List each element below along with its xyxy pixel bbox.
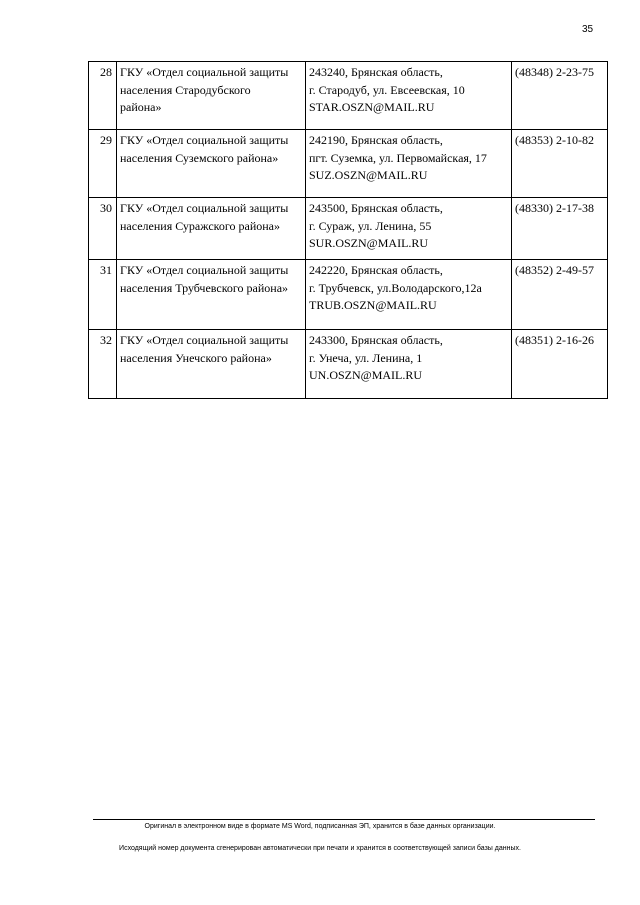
organization-name-line: района» — [120, 100, 162, 114]
page-number: 35 — [582, 24, 594, 35]
email-text: UN.OSZN@MAIL.RU — [309, 368, 423, 382]
phone-cell: (48348) 2-23-75 — [512, 62, 608, 130]
address-cell — [306, 330, 512, 399]
address-line: пгт. Суземка, ул. Первомайская, 17 — [309, 150, 487, 165]
address-line: г. Сураж, ул. Ленина, 55 — [309, 218, 432, 233]
email-text: SUR.OSZN@MAIL.RU — [309, 236, 429, 250]
table-row — [89, 130, 608, 198]
organization-name-line: населения Унечского района» — [120, 350, 272, 365]
address-line: 243300, Брянская область, — [309, 333, 443, 347]
table-row — [89, 62, 608, 130]
footer-divider — [93, 819, 595, 820]
row-number: 30 — [89, 198, 117, 260]
row-number: 31 — [89, 260, 117, 330]
organization-name-line: ГКУ «Отдел социальной защиты — [120, 65, 289, 79]
organization-name-line: населения Суражского района» — [120, 218, 280, 233]
email-text: STAR.OSZN@MAIL.RU — [309, 100, 435, 114]
address-line: г. Стародуб, ул. Евсеевская, 10 — [309, 82, 465, 97]
address-cell — [306, 260, 512, 330]
table-row — [89, 198, 608, 260]
footer-note-original: Оригинал в электронном виде в формате MS Word, подписанная ЭП, хранится в базе данных организации. — [144, 823, 496, 830]
address-line: 242190, Брянская область, — [309, 133, 443, 147]
address-cell — [306, 62, 512, 130]
address-line: 243500, Брянская область, — [309, 201, 443, 215]
organization-name-line: ГКУ «Отдел социальной защиты — [120, 333, 289, 347]
row-number: 32 — [89, 330, 117, 399]
organization-name-cell — [117, 130, 306, 198]
table-row — [89, 260, 608, 330]
phone-cell: (48353) 2-10-82 — [512, 130, 608, 198]
organization-name-line: ГКУ «Отдел социальной защиты — [120, 201, 289, 215]
organization-name-line: населения Суземского района» — [120, 150, 279, 165]
table-row — [89, 330, 608, 399]
row-number: 29 — [89, 130, 117, 198]
contacts-table — [88, 61, 608, 399]
organization-name-cell — [117, 260, 306, 330]
address-line: г. Унеча, ул. Ленина, 1 — [309, 350, 423, 365]
organization-name-line: населения Трубчевского района» — [120, 280, 289, 295]
organization-name-cell — [117, 62, 306, 130]
phone-cell: (48351) 2-16-26 — [512, 330, 608, 399]
email-text: TRUB.OSZN@MAIL.RU — [309, 298, 437, 312]
row-number: 28 — [89, 62, 117, 130]
organization-name-line: ГКУ «Отдел социальной защиты — [120, 133, 289, 147]
address-cell — [306, 130, 512, 198]
footer-note-outgoing-number: Исходящий номер документа сгенерирован автоматически при печати и хранится в соответствующей записи базы данных. — [119, 845, 521, 852]
organization-name-line: ГКУ «Отдел социальной защиты — [120, 263, 289, 277]
email-text: SUZ.OSZN@MAIL.RU — [309, 168, 428, 182]
organization-name-cell — [117, 198, 306, 260]
phone-cell: (48330) 2-17-38 — [512, 198, 608, 260]
address-line: г. Трубчевск, ул.Володарского,12а — [309, 280, 482, 295]
address-cell — [306, 198, 512, 260]
organization-name-cell — [117, 330, 306, 399]
address-line: 242220, Брянская область, — [309, 263, 443, 277]
address-line: 243240, Брянская область, — [309, 65, 443, 79]
organization-name-line: населения Стародубского — [120, 82, 251, 97]
phone-cell: (48352) 2-49-57 — [512, 260, 608, 330]
